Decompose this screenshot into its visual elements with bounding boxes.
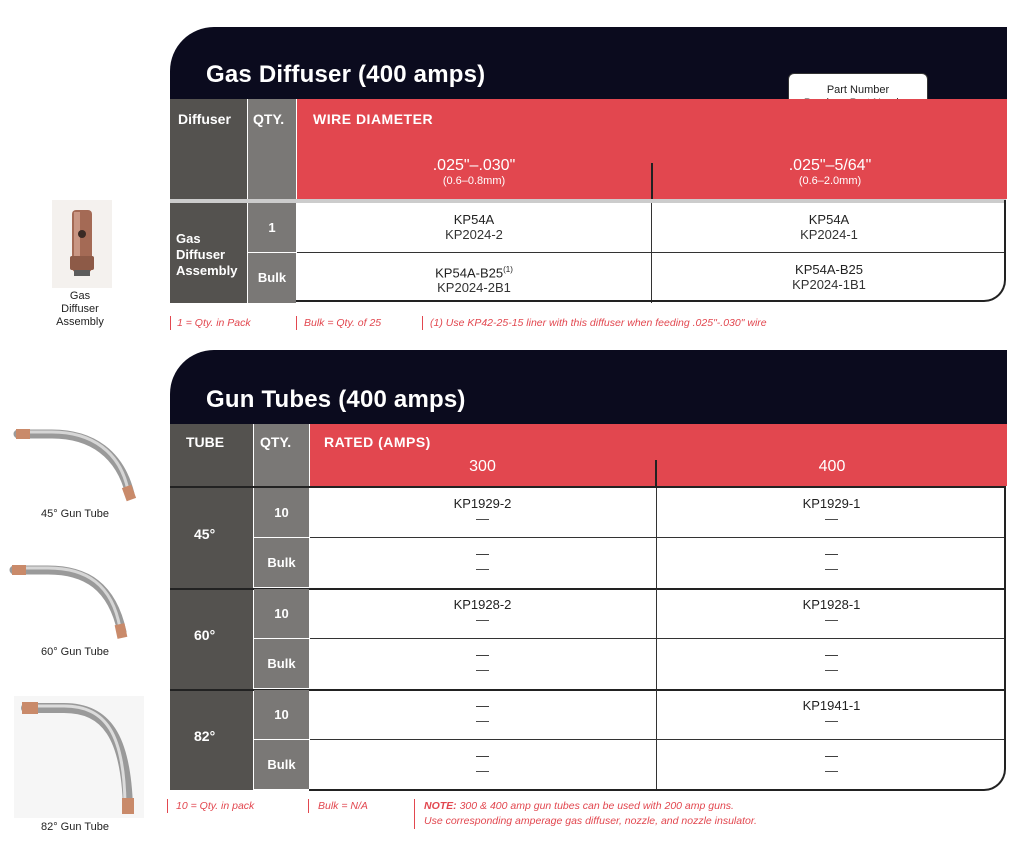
previous-part-number: —	[476, 763, 489, 778]
part-number: —	[825, 647, 838, 662]
previous-part-number: —	[476, 511, 489, 526]
diffuser-qty-bulk	[248, 253, 296, 303]
tube-qty-cell: 10	[254, 589, 309, 638]
caption-line: Gas	[69, 290, 91, 302]
diffuser-cell	[652, 212, 1006, 242]
tube-angle-label: 82°	[194, 728, 216, 744]
gun-tube-60-caption: 60° Gun Tube	[40, 646, 109, 658]
row-label-assembly: Assembly	[176, 263, 238, 278]
wire-size-1	[297, 157, 651, 187]
part-number: KP1929-2	[453, 496, 512, 511]
previous-part-number: —	[825, 763, 838, 778]
tube-qty-cell: 10	[254, 488, 309, 537]
row-label-diffuser: Diffuser	[176, 247, 226, 262]
part-number: —	[476, 698, 489, 713]
caption-line: Assembly	[56, 316, 104, 328]
note-line-1: 300 & 400 amp gun tubes can be used with 200 amp guns.	[456, 800, 734, 812]
tubes-table-border	[309, 487, 1006, 791]
previous-part-number: —	[476, 662, 489, 677]
previous-part-number: —	[476, 713, 489, 728]
amps-300: 300	[469, 458, 496, 475]
col-qty-label: QTY.	[253, 111, 285, 127]
part-number: —	[476, 748, 489, 763]
footnote-qty: 1 = Qty. in Pack	[177, 317, 251, 329]
footnote-qty: 10 = Qty. in pack	[176, 800, 255, 812]
tubes-header	[170, 350, 1007, 424]
previous-part-number: —	[825, 561, 838, 576]
previous-part-number: KP2024-1B1	[792, 277, 866, 292]
previous-part-number: —	[825, 511, 838, 526]
part-number: —	[825, 546, 838, 561]
note-line-2: Use corresponding amperage gas diffuser, nozzle, and nozzle insulator.	[424, 815, 757, 827]
previous-part-number: —	[825, 713, 838, 728]
qty-1-label: 1	[268, 220, 276, 235]
tube-qty-cell: 10	[254, 690, 309, 739]
diffuser-cell	[297, 262, 651, 295]
footnote-bulk: Bulk = Qty. of 25	[304, 317, 382, 329]
gun-tube-82-photo	[14, 696, 144, 823]
diffuser-cell	[297, 212, 651, 242]
part-number: —	[476, 546, 489, 561]
col-diffuser-label: Diffuser	[178, 111, 231, 127]
part-number: KP1928-1	[802, 597, 861, 612]
diffuser-col-header	[170, 99, 247, 199]
part-number: KP1941-1	[802, 698, 861, 713]
part-number: —	[825, 748, 838, 763]
part-number: KP54A	[453, 212, 495, 227]
previous-part-number: —	[476, 561, 489, 576]
wire-size-1-mm: (0.6–0.8mm)	[442, 175, 506, 187]
footnote-ref: (1)	[503, 265, 513, 274]
tubes-title: Gun Tubes (400 amps)	[206, 386, 466, 413]
col-wire-diameter-label: WIRE DIAMETER	[313, 111, 434, 127]
footnote-liner: (1) Use KP42-25-15 liner with this diffuser when feeding .025"-.030" wire	[430, 317, 767, 329]
previous-part-number: KP2024-2B1	[437, 280, 511, 296]
tube-angle-label: 60°	[194, 627, 216, 643]
gun-tube-45-photo	[12, 424, 142, 509]
previous-part-number: —	[476, 612, 489, 627]
footnote-bulk: Bulk = N/A	[318, 800, 368, 812]
tube-qty-cell: Bulk	[254, 740, 309, 789]
gas-diffuser-caption	[40, 290, 120, 329]
col-qty-label: QTY.	[260, 434, 292, 450]
rated-amps-header	[310, 424, 1007, 486]
tube-angle-cell	[170, 589, 253, 689]
part-number: KP1929-1	[802, 496, 861, 511]
part-number: KP54A-B25	[435, 265, 504, 281]
diffuser-title: Gas Diffuser (400 amps)	[206, 61, 486, 88]
previous-part-number: KP2024-1	[800, 227, 858, 242]
amps-400: 400	[818, 458, 846, 475]
tube-angle-cell	[170, 488, 253, 588]
diffuser-cell	[652, 262, 1006, 292]
diffuser-row-label	[170, 203, 247, 303]
gun-tube-82-caption: 82° Gun Tube	[40, 821, 109, 833]
gun-tube-45-caption: 45° Gun Tube	[40, 508, 109, 520]
tubes-qty-header	[254, 424, 309, 486]
tube-qty-cell: Bulk	[254, 639, 309, 688]
wire-diameter-header	[297, 99, 1007, 199]
previous-part-number: —	[825, 612, 838, 627]
qty-bulk-label: Bulk	[257, 270, 287, 285]
col-rated-label: RATED (AMPS)	[324, 434, 431, 450]
gas-diffuser-photo	[52, 200, 112, 288]
gun-tube-60-photo	[8, 560, 138, 645]
part-number: KP1928-2	[453, 597, 512, 612]
diffuser-qty-1	[248, 203, 296, 252]
tube-angle-cell	[170, 690, 253, 790]
row-label-gas: Gas	[176, 231, 201, 246]
wire-size-2-inch: .025"–5/64"	[788, 157, 872, 174]
previous-part-number: —	[825, 662, 838, 677]
caption-line: Diffuser	[61, 303, 99, 315]
wire-size-1-inch: .025"–.030"	[432, 157, 516, 174]
part-number: KP54A	[808, 212, 850, 227]
part-number: —	[476, 647, 489, 662]
diffuser-qty-header	[248, 99, 296, 199]
part-number: KP54A-B25	[795, 262, 863, 277]
legend-part-number: Part Number	[826, 84, 890, 96]
wire-size-2-mm: (0.6–2.0mm)	[798, 175, 862, 187]
wire-size-2	[653, 157, 1007, 187]
tube-qty-cell: Bulk	[254, 538, 309, 587]
tubes-col-header	[170, 424, 253, 486]
previous-part-number: KP2024-2	[445, 227, 503, 242]
note-label: NOTE:	[424, 800, 457, 812]
note-text	[424, 800, 734, 812]
col-tube-label: TUBE	[186, 434, 225, 450]
tube-angle-label: 45°	[194, 526, 216, 542]
